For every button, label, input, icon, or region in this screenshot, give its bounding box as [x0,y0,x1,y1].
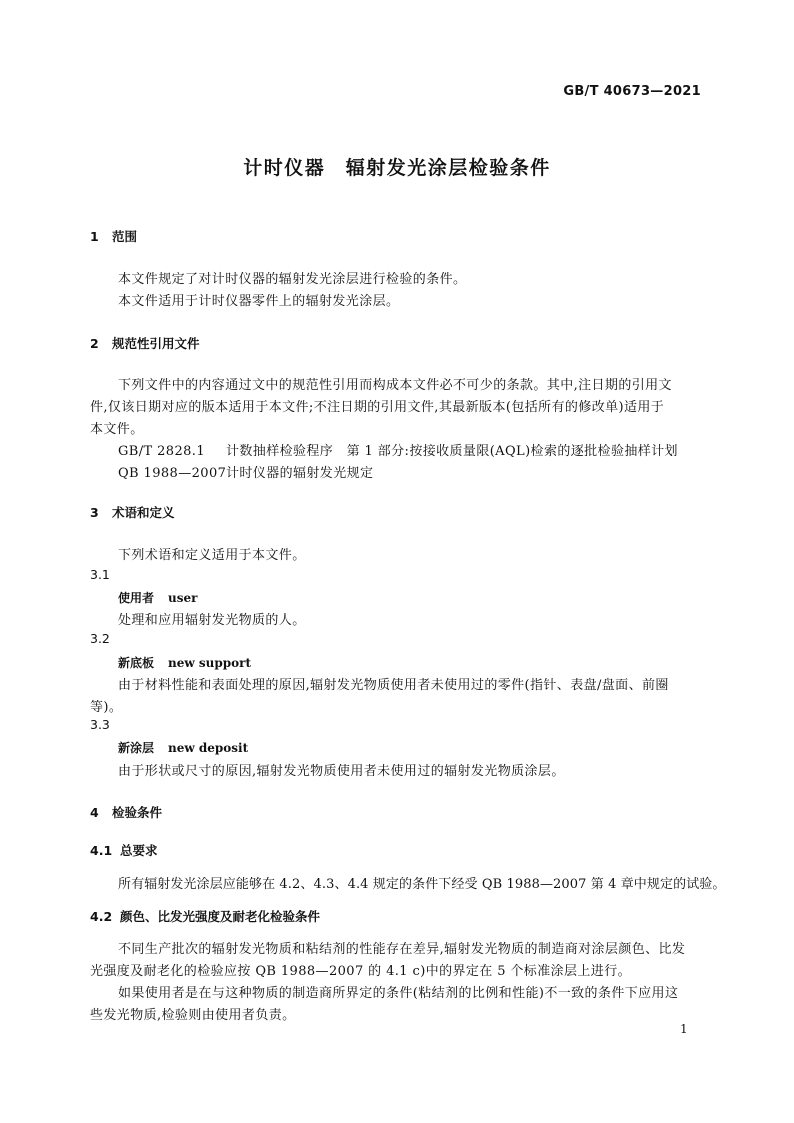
subsection-title: 颜色、比发光强度及耐老化检验条件 [120,909,321,924]
term-english: new deposit [168,741,249,755]
term-chinese: 新涂层 [118,741,155,755]
subsection-number: 4.2 [90,909,113,924]
term-english: new support [168,656,252,670]
subsection-title: 总要求 [120,843,158,858]
section-number: 1 [90,229,99,244]
term-definition: 处理和应用辐射发光物质的人。 [118,613,306,628]
section-title: 范围 [112,229,138,244]
paragraph: 下列术语和定义适用于本文件。 [118,548,306,563]
section-title: 检验条件 [112,805,163,820]
paragraph: 本文件规定了对计时仪器的辐射发光涂层进行检验的条件。 [118,272,467,287]
paragraph-line: 如果使用者是在与这种物质的制造商所界定的条件(粘结剂的比例和性能)不一致的条件下应用这 [118,986,679,1001]
term-chinese: 新底板 [118,656,155,670]
reference-title: 计数抽样检验程序 第 1 部分:按接收质量限(AQL)检索的逐批检验抽样计划 [226,444,678,459]
section-1-heading [90,227,137,245]
subsection-4-1-heading [90,841,158,859]
section-2-heading [90,334,200,352]
paragraph-line: 本文件。 [90,422,144,437]
normative-reference [118,462,373,481]
reference-code: GB/T 2828.1 [118,444,206,459]
term-entry [118,654,251,671]
term-definition: 由于形状或尺寸的原因,辐射发光物质使用者未使用过的辐射发光物质涂层。 [118,764,565,779]
term-number: 3.1 [90,567,110,582]
section-3-heading [90,503,175,521]
reference-title: 计时仪器的辐射发光规定 [226,466,374,481]
section-title: 术语和定义 [112,505,175,520]
section-title: 规范性引用文件 [112,336,200,351]
term-english: user [168,591,198,605]
paragraph: 所有辐射发光涂层应能够在 4.2、4.3、4.4 规定的条件下经受 QB 1988—2007 第 4 章中规定的试验。 [118,877,726,892]
term-chinese: 使用者 [118,591,155,605]
term-entry [118,589,197,606]
page-number: 1 [680,1022,688,1036]
reference-code: QB 1988—2007 [118,466,227,481]
paragraph: 本文件适用于计时仪器零件上的辐射发光涂层。 [118,294,400,309]
paragraph-line: 些发光物质,检验则由使用者负责。 [90,1008,296,1023]
term-number: 3.3 [90,717,110,732]
subsection-4-2-heading [90,907,320,925]
section-number: 2 [90,336,99,351]
document-title: 计时仪器 辐射发光涂层检验条件 [243,157,551,179]
paragraph-line: 下列文件中的内容通过文中的规范性引用而构成本文件必不可少的条款。其中,注日期的引用文 [118,378,672,393]
section-number: 4 [90,805,99,820]
paragraph-line: 光强度及耐老化的检验应按 QB 1988—2007 的 4.1 c)中的界定在 5 个标准涂层上进行。 [90,964,632,979]
term-entry [118,739,248,756]
paragraph-line: 件,仅该日期对应的版本适用于本文件;不注日期的引用文件,其最新版本(包括所有的修改单)适用于 [90,400,665,415]
paragraph-line: 不同生产批次的辐射发光物质和粘结剂的性能存在差异,辐射发光物质的制造商对涂层颜色、比发 [118,942,686,957]
standard-number: GB/T 40673—2021 [563,84,701,99]
term-definition-line: 由于材料性能和表面处理的原因,辐射发光物质使用者未使用过的零件(指针、表盘/盘面、前圈 [118,678,669,693]
subsection-number: 4.1 [90,843,113,858]
section-number: 3 [90,505,99,520]
term-number: 3.2 [90,631,110,646]
normative-reference [118,440,678,459]
term-definition-line: 等)。 [90,700,123,715]
section-4-heading [90,803,162,821]
